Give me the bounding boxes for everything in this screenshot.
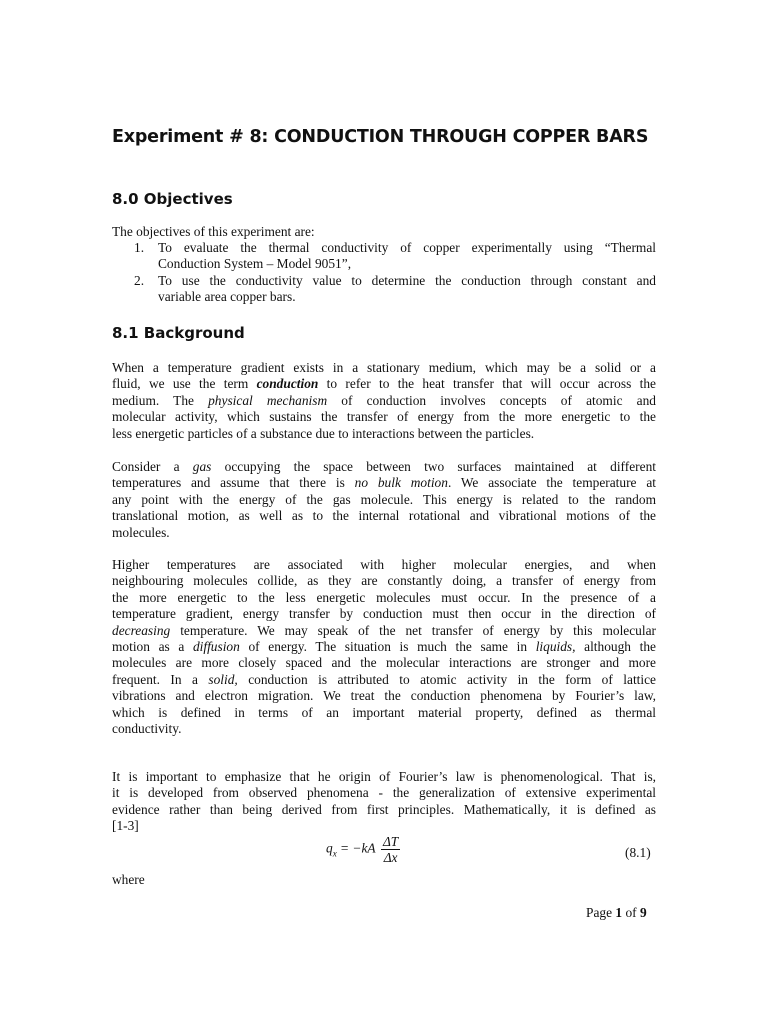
list-item: 2. To use the conductivity value to determine the conduction through constant and variable area copper bars. (134, 272, 656, 305)
background-paragraph-3: Higher temperatures are associated with higher molecular energies, and when neighbouring molecules collide, as they are constantly doing, a transfer of energy from the more energetic to the less energetic molecules must occur. In the presence of a temperature gradient, energy transfer by conduction must then occur in the direction of decreasing temperature. We may speak of the net transfer of energy by this molecular motion as a diffusion of energy. The situation is much the same in liquids, although the molecules are more closely spaced and the molecular interactions are stronger and more frequent. In a solid, conduction is attributed to atomic activity in the form of lattice vibrations and electron migration. We treat the conduction phenomena by Fourier’s law, which is defined in terms of an important material property, defined as thermal conductivity. (112, 557, 656, 737)
objectives-heading: 8.0 Objectives (112, 190, 233, 208)
objectives-list (112, 240, 656, 306)
equation-fraction: $\frac{\Delta T}{\Delta x}$ (382, 834, 399, 865)
background-paragraph-4: It is important to emphasize that he origin of Fourier’s law is phenomenological. That is, it is developed from observed phenomena - the generalization of extensive experimental evidence rather than being derived from first principles. Mathematically, it is defined as [1-3] (112, 769, 656, 834)
equation-number: (8.1) (625, 845, 651, 860)
background-heading: 8.1 Background (112, 324, 245, 342)
objectives-intro: The objectives of this experiment are: (112, 224, 315, 239)
background-paragraph-1: When a temperature gradient exists in a stationary medium, which may be a solid or a fluid, we use the term conduction to refer to the heat transfer that will occur across the medium. The physical mechanism of conduction involves concepts of atomic and molecular activity, which sustains the transfer of energy from the more energetic to the less energetic particles of a substance due to interactions between the particles. (112, 360, 656, 441)
list-item: 1. To evaluate the thermal conductivity of copper experimentally using “Thermal Conduction System – Model 9051”, (134, 240, 656, 272)
fourier-law-equation: $q_x = -kA$ $\frac{\Delta T}{\Delta x}$ (326, 834, 399, 865)
page-title: Experiment # 8: CONDUCTION THROUGH COPPER BARS (112, 127, 649, 147)
where-text: where (112, 872, 145, 887)
page-number: Page 1 of 9 (586, 905, 647, 920)
background-paragraph-2: Consider a gas occupying the space between two surfaces maintained at different temperatures and assume that there is no bulk motion. We associate the temperature at any point with the energy of the gas molecule. This energy is related to the random translational motion, as well as to the internal rotational and vibrational motions of the molecules. (112, 459, 656, 540)
